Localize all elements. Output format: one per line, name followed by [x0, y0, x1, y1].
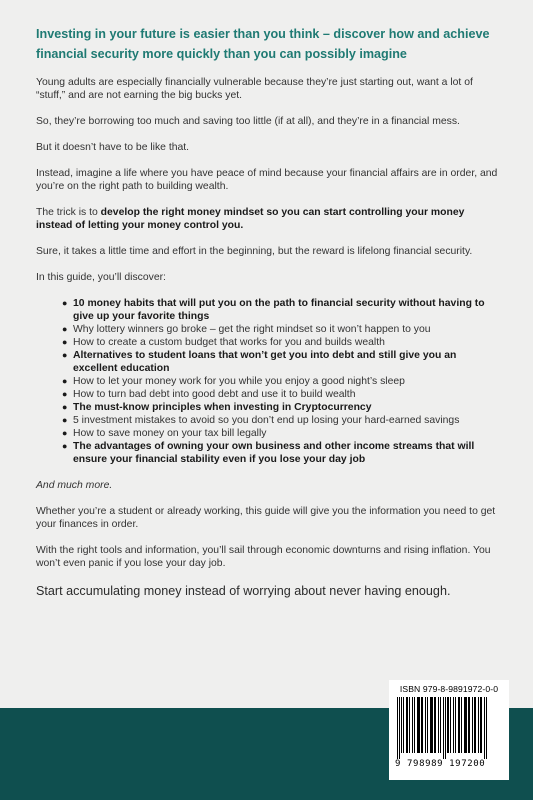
benefit-item [62, 427, 500, 440]
barcode-icon [395, 697, 503, 759]
benefit-text: How to save money on your tax bill legally [73, 428, 267, 439]
benefit-item [62, 388, 500, 401]
paragraph-imagine: Instead, imagine a life where you have peace of mind because your financial affairs are in order, and you’re on the right path to building wealth. [36, 168, 498, 192]
benefit-item [62, 349, 500, 375]
paragraph-borrowing: So, they’re borrowing too much and saving too little (if at all), and they’re in a financial mess. [36, 116, 460, 127]
headline: Investing in your future is easier than you think – discover how and achieve financial security more quickly than you can possibly imagine [36, 27, 490, 61]
bullet-dot-icon: ● [62, 415, 68, 425]
benefit-item [62, 401, 500, 414]
bullet-dot-icon: ● [62, 298, 68, 308]
bullet-dot-icon: ● [62, 350, 68, 360]
paragraph-trick [36, 206, 500, 232]
benefit-text: How to create a custom budget that works for you and builds wealth [73, 337, 385, 348]
benefit-item [62, 323, 500, 336]
paragraph-student: Whether you’re a student or already working, this guide will give you the information you need to get your finances in order. [36, 506, 496, 530]
benefit-text: The must-know principles when investing in Cryptocurrency [73, 402, 372, 413]
benefit-item [62, 375, 500, 388]
paragraph-trick-bold: develop the right money mindset so you can start controlling your money instead of letting your money control you. [36, 207, 465, 231]
benefit-item [62, 297, 500, 323]
bullet-dot-icon: ● [62, 337, 68, 347]
paragraph-trick-plain: The trick is to [36, 207, 101, 218]
benefit-item [62, 414, 500, 427]
paragraph-effort: Sure, it takes a little time and effort in the beginning, but the reward is lifelong financial security. [36, 246, 473, 257]
benefit-text: 10 money habits that will put you on the path to financial security without having to give up your favorite things [73, 298, 485, 322]
paragraph-tools: With the right tools and information, you’ll sail through economic downturns and rising inflation. You won’t even panic if you lose your day job. [36, 545, 491, 569]
benefit-text: Alternatives to student loans that won’t get you into debt and still give you an excellent education [73, 350, 457, 374]
isbn-label: ISBN 979-8-9891972-0-0 [399, 684, 499, 694]
bullet-dot-icon: ● [62, 324, 68, 334]
paragraph-not-like-that: But it doesn’t have to be like that. [36, 142, 190, 153]
isbn-digits: 9 798989 197200 [395, 759, 486, 769]
isbn-barcode-box [389, 680, 509, 780]
body-copy [36, 76, 500, 612]
bullet-dot-icon: ● [62, 402, 68, 412]
closing-statement: Start accumulating money instead of worrying about never having enough. [36, 584, 451, 598]
bullet-dot-icon: ● [62, 441, 68, 451]
bullet-dot-icon: ● [62, 376, 68, 386]
benefit-text: How to turn bad debt into good debt and use it to build wealth [73, 389, 356, 400]
benefits-list [36, 297, 500, 466]
benefit-text: Why lottery winners go broke – get the right mindset so it won’t happen to you [73, 324, 431, 335]
and-more-text: And much more. [36, 480, 113, 491]
benefit-text: How to let your money work for you while you enjoy a good night’s sleep [73, 376, 405, 387]
paragraph-intro: Young adults are especially financially vulnerable because they’re just starting out, want a lot of “stuff,” and are not earning the big bucks yet. [36, 77, 473, 101]
bullet-dot-icon: ● [62, 428, 68, 438]
benefit-item [62, 440, 500, 466]
benefit-item [62, 336, 500, 349]
benefit-text: 5 investment mistakes to avoid so you don’t end up losing your hard-earned savings [73, 415, 460, 426]
paragraph-discover: In this guide, you’ll discover: [36, 272, 166, 283]
benefit-text: The advantages of owning your own business and other income streams that will ensure your financial stability even if you lose your day job [73, 441, 475, 465]
bullet-dot-icon: ● [62, 389, 68, 399]
